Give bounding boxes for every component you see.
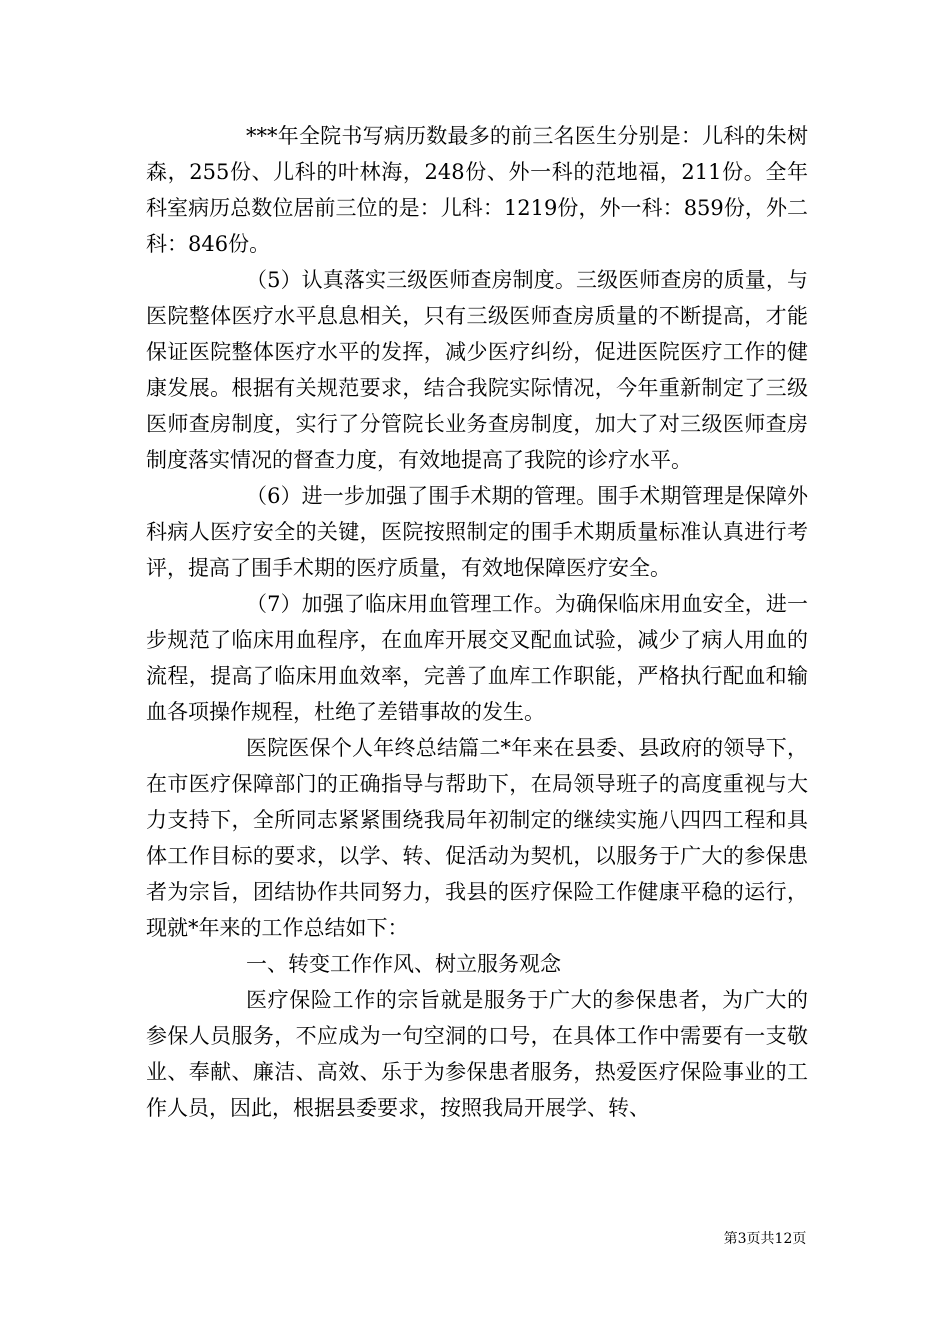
paragraph-summary-intro: 医院医保个人年终总结篇二*年来在县委、县政府的领导下，在市医疗保障部门的正确指导与帮助下，在局领导班子的高度重视与大力支持下，全所同志紧紧围绕我局年初制定的继续实施八四四工程和具体工作目标的要求，以学、转、促活动为契机，以服务于广大的参保患者为宗旨，团结协作共同努力，我县的医疗保险工作健康平稳的运行，现就*年来的工作总结如下： [146, 736, 808, 940]
paragraph-ward-rounds: （5）认真落实三级医师查房制度。三级医师查房的质量，与医院整体医疗水平息息相关，只有三级医师查房质量的不断提高，才能保证医院整体医疗水平的发挥，减少医疗纠纷，促进医院医疗工作的健康发展。根据有关规范要求，结合我院实际情况，今年重新制定了三级医师查房制度，实行了分管院长业务查房制度，加大了对三级医师查房制度落实情况的督查力度，有效地提高了我院的诊疗水平。 [146, 268, 808, 472]
paragraph-perioperative: （6）进一步加强了围手术期的管理。围手术期管理是保障外科病人医疗安全的关键，医院按照制定的围手术期质量标准认真进行考评，提高了围手术期的医疗质量，有效地保障医疗安全。 [146, 484, 808, 580]
paragraph-blood-management: （7）加强了临床用血管理工作。为确保临床用血安全，进一步规范了临床用血程序，在血库开展交叉配血试验，减少了病人用血的流程，提高了临床用血效率，完善了血库工作职能，严格执行配血和输血各项操作规程，杜绝了差错事故的发生。 [146, 592, 808, 724]
paragraph-service-purpose: 医疗保险工作的宗旨就是服务于广大的参保患者，为广大的参保人员服务，不应成为一句空洞的口号，在具体工作中需要有一支敬业、奉献、廉洁、高效、乐于为参保患者服务，热爱医疗保险事业的工作人员，因此，根据县委要求，按照我局开展学、转、 [146, 988, 808, 1120]
page-number-footer: 第3页共12页 [723, 1231, 807, 1247]
section-heading: 一、转变工作作风、树立服务观念 [246, 952, 561, 976]
document-body [146, 118, 808, 1126]
paragraph-record-stats: ***年全院书写病历数最多的前三名医生分别是：儿科的朱树森，255份、儿科的叶林海，248份、外一科的范地福，211份。全年科室病历总数位居前三位的是：儿科：1219份，外一科：859份，外二科：846份。 [146, 124, 808, 256]
